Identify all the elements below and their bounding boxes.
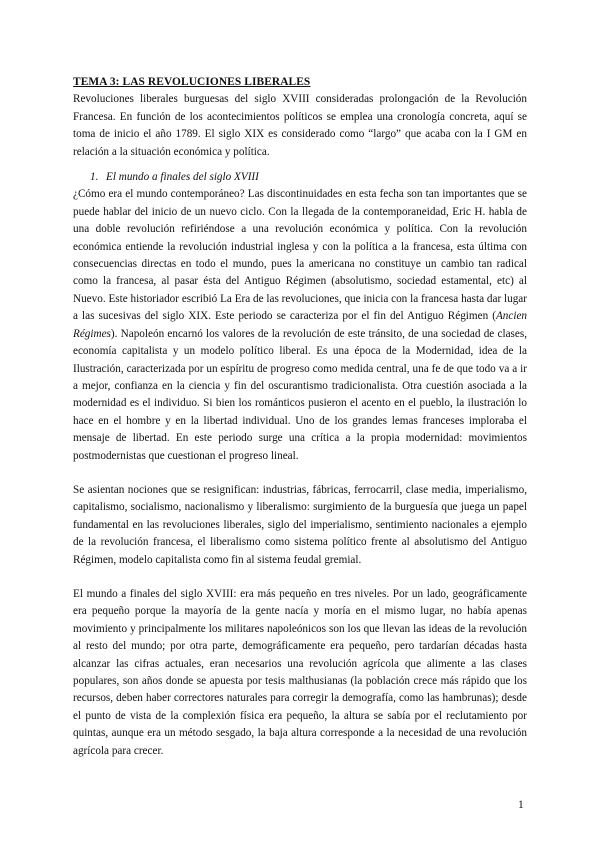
body-paragraph-2: Se asientan nociones que se resignifican: industrias, fábricas, ferrocarril, clase media, imperialismo, capitalismo, socialismo, nacionalismo y liberalismo: surgimiento de la burguesía que juega un papel fundamental en las revoluciones liberales, siglo del imperialismo, sentimiento nacionales a ejemplo de la revolución francesa, el liberalismo como sistema político frente al absolutismo del Antiguo Régimen, modelo capitalista como fin al sistema feudal gremial. [73, 483, 527, 566]
body-paragraph-3: El mundo a finales del siglo XVIII: era más pequeño en tres niveles. Por un lado, geográficamente era pequeño porque la mayoría de la gente nacía y moría en el mismo lugar, no había apenas movimiento y principalmente los militares napoleónicos son los que llevan las ideas de la revolución al resto del mundo; por otra parte, demográficamente era pequeño, pero tardarían décadas hasta alcanzar las cifras actuales, eran necesarios una revolución agrícola que alimente a las clases populares, son años donde se apuesta por tesis malthusianas (la población crece más rápido que los recursos, deben haber correctores naturales para corregir la demografía, como las hambrunas); desde el punto de vista de la complexión física era pequeño, la altura se sabía por el reclutamiento por quintas, aunque era un método sesgado, la baja altura corresponde a la necesidad de una revolución agrícola para crecer. [73, 587, 527, 757]
intro-paragraph: Revoluciones liberales burguesas del siglo XVIII consideradas prolongación de la Revolución Francesa. En función de los acontecimientos políticos se emplea una cronología concreta, aquí se toma de inicio el año 1789. El siglo XIX es considerado como “largo” que acaba con la I GM en relación a la situación económica y política. [73, 93, 527, 158]
body-paragraph-1 [73, 186, 527, 465]
paragraph-1-italic-term: Ancien Régimes [73, 310, 527, 340]
section-number: 1. [90, 171, 99, 184]
document-title: TEMA 3: LAS REVOLUCIONES LIBERALES [73, 76, 311, 88]
paragraph-1-text-b: ). Napoleón encarnó los valores de la revolución de este tránsito, de una sociedad de clases, economía capitalista y un modelo político liberal. Es una época de la Modernidad, idea de la Ilustración, caracterizada por un espíritu de progreso como medida central, una fe de que todo va a ir a mejor, confianza en la ciencia y fin del oscurantismo tradicionalista. Otra cuestión asociada a la modernidad es el individuo. Si bien los románticos pusieron el acento en el pueblo, la ilustración lo hace en el hombre y en la libertad individual. Uno de los grandes lemas franceses imploraba el mensaje de libertad. En este periodo surge una crítica a la propia modernidad: movimientos postmodernistas que cuestionan el progreso lineal. [73, 327, 527, 462]
page-number: 1 [518, 799, 524, 811]
document-page [73, 74, 527, 760]
section-heading [90, 169, 527, 186]
paragraph-1-text-a: ¿Cómo era el mundo contemporáneo? Las discontinuidades en esta fecha son tan importantes que se puede hablar del inicio de un nuevo ciclo. Con la llegada de la contemporaneidad, Eric H. habla de una doble revolución refiriéndose a una revolución económica y política. Con la revolución económica entiende la revolución industrial inglesa y con la política a la francesa, esta última con consecuencias directas en todo el mundo, pues la americana no constituye un cambio tan radical como la francesa, al pasar ésta del Antiguo Régimen (absolutismo, sociedad estamental, etc) al Nuevo. Este historiador escribió La Era de las revoluciones, que inicia con la francesa hasta dar lugar a las sucesivas del siglo XIX. Este periodo se caracteriza por el fin del Antiguo Régimen ( [73, 188, 527, 323]
section-title: El mundo a finales del siglo XVIII [106, 171, 259, 184]
